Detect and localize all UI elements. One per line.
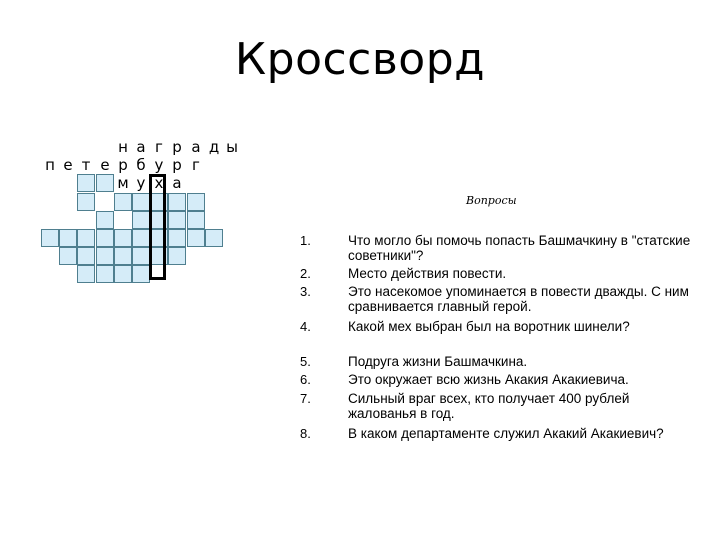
slide-title: Кроссворд [234,34,486,85]
crossword-letter: г [155,138,163,156]
crossword-letter: а [136,138,146,156]
crossword-letter: у [136,174,146,192]
crossword-cell[interactable] [205,229,223,247]
question-text: Какой мех выбран был на воротник шинели? [348,319,630,334]
crossword-cell[interactable] [132,229,150,247]
crossword-letter: н [118,138,128,156]
crossword-cell[interactable] [77,193,95,211]
crossword-letter: х [154,174,164,192]
crossword-letter: д [208,138,220,156]
crossword-cell[interactable] [96,247,114,265]
question-text: Это окружает всю жизнь Акакия Акакиевича. [348,372,629,387]
crossword-cell[interactable] [96,174,114,192]
crossword-letter: е [100,156,110,174]
crossword-cell[interactable] [132,193,150,211]
crossword-letter: б [136,156,146,174]
crossword-cell[interactable] [77,174,95,192]
crossword-letter: е [63,156,73,174]
question-text: Это насекомое упоминается в повести дважды. С ним сравнивается главный герой. [348,284,689,314]
question-number: 4. [300,319,311,334]
crossword-cell[interactable] [96,265,114,283]
crossword-letter: р [172,156,182,174]
crossword-cell[interactable] [168,247,186,265]
question-number: 6. [300,372,311,387]
crossword-cell[interactable] [132,211,150,229]
crossword-letter: г [192,156,200,174]
crossword-cell[interactable] [187,211,205,229]
crossword-cell[interactable] [132,265,150,283]
crossword-letter: у [154,156,164,174]
question-text: Место действия повести. [348,266,507,281]
crossword-cell[interactable] [168,229,186,247]
crossword-cell[interactable] [168,193,186,211]
keyword-column-highlight [149,174,166,280]
question-number: 1. [300,233,311,248]
crossword-cell[interactable] [168,211,186,229]
crossword-cell[interactable] [59,247,77,265]
crossword-letter: м [117,174,129,192]
crossword-letter: т [81,156,91,174]
question-text: В каком департаменте служил Акакий Акакиевич? [348,426,664,441]
crossword-cell[interactable] [77,265,95,283]
crossword-letter: п [45,156,55,174]
question-number: 2. [300,266,311,281]
question-text: Сильный враг всех, кто получает 400 рублей жалованья в год. [348,391,630,421]
crossword-cell[interactable] [187,193,205,211]
crossword-cell[interactable] [132,247,150,265]
crossword-cell[interactable] [114,193,132,211]
question-number: 7. [300,391,311,406]
question-number: 5. [300,354,311,369]
question-number: 3. [300,284,311,299]
crossword-letter: р [172,138,182,156]
crossword-cell[interactable] [114,247,132,265]
question-text: Подруга жизни Башмачкина. [348,354,528,369]
question-number: 8. [300,426,311,441]
questions-heading: Вопросы [466,194,517,207]
crossword-cell[interactable] [96,229,114,247]
crossword-cell[interactable] [59,229,77,247]
question-text: Что могло бы помочь попасть Башмачкину в "статские советники"? [348,233,691,263]
crossword-cell[interactable] [114,265,132,283]
crossword-letter: а [172,174,182,192]
crossword-cell[interactable] [41,229,59,247]
crossword-cell[interactable] [77,229,95,247]
crossword-letter: ы [226,138,238,156]
crossword-cell[interactable] [187,229,205,247]
crossword-cell[interactable] [77,247,95,265]
crossword-cell[interactable] [96,211,114,229]
crossword-cell[interactable] [114,229,132,247]
crossword-letter: а [191,138,201,156]
crossword-letter: р [118,156,128,174]
